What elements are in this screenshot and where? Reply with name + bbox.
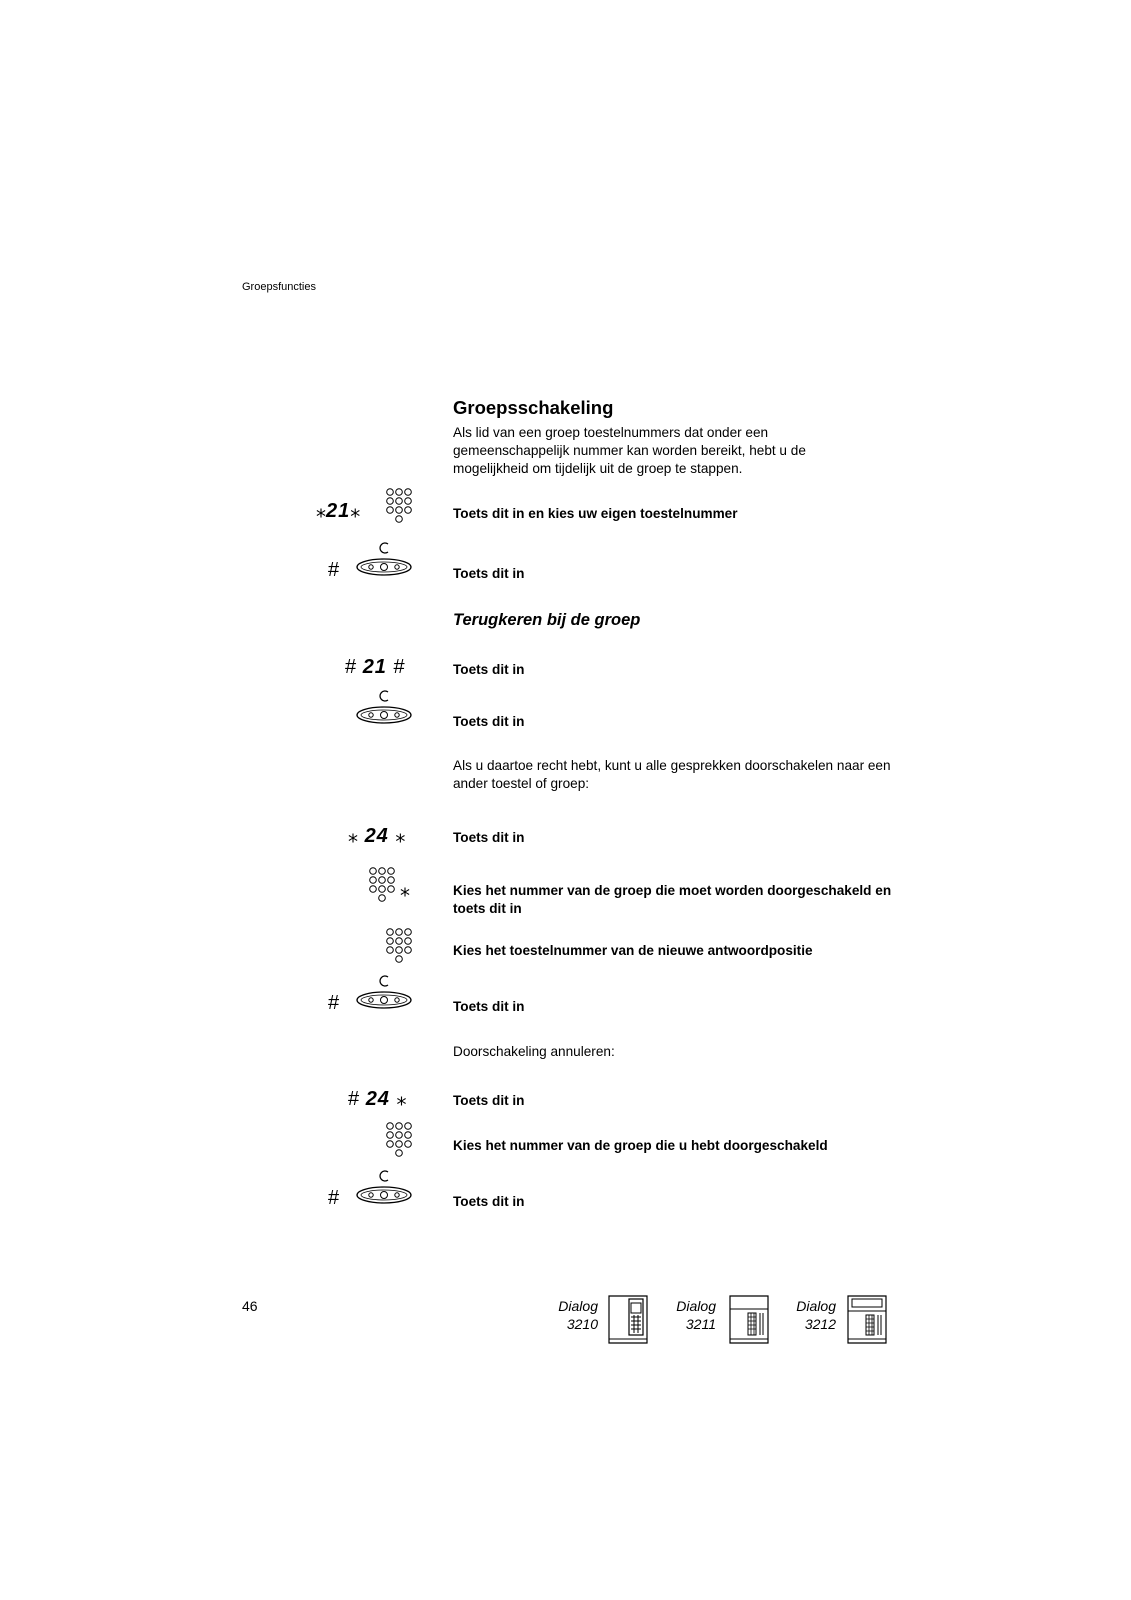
page-number: 46 (242, 1298, 258, 1314)
clear-key-icon (355, 688, 413, 726)
keypad-icon (384, 924, 414, 968)
step-text: Toets dit in (453, 714, 525, 729)
step-text: Toets dit in (453, 1093, 525, 1108)
star-key-icon: ⁎ (350, 500, 361, 522)
dialog-3211-phone-icon (728, 1293, 770, 1345)
step-text: Kies het nummer van de groep die moet worden doorgeschakeld en toets dit in (453, 883, 892, 916)
hash-key-icon: # (348, 1088, 360, 1110)
code-digits: 24 (364, 825, 389, 847)
diversion-paragraph: Als u daartoe recht hebt, kunt u alle gesprekken doorschakelen naar een ander toestel of groep: (453, 758, 891, 791)
keypad-icon (367, 863, 397, 907)
step-text: Kies het nummer van de groep die u hebt doorgeschakeld (453, 1138, 828, 1153)
step-text: Toets dit in (453, 1194, 525, 1209)
model-label-3210: Dialog 3210 (558, 1298, 598, 1332)
hash-key-icon: # (328, 1187, 340, 1209)
code-star-21-star (316, 498, 360, 523)
step-text: Toets dit in (453, 566, 525, 581)
hash-key-icon: # (345, 656, 357, 678)
code-digits: 21 (326, 500, 351, 522)
star-key-icon: ⁎ (316, 500, 326, 522)
code-hash-24-star (348, 1086, 407, 1111)
section-title: Groepsschakeling (453, 397, 614, 418)
step-text: Toets dit in (453, 662, 525, 677)
hash-key-icon: # (328, 992, 340, 1014)
clear-key-icon (355, 540, 413, 578)
step-text: Toets dit in (453, 830, 525, 845)
dialog-3212-phone-icon (846, 1293, 888, 1345)
step-text: Kies het toestelnummer van de nieuwe antwoordpositie (453, 943, 813, 958)
keypad-icon (384, 484, 414, 528)
hash-key-icon: # (328, 559, 340, 581)
hash-key-icon: # (393, 656, 405, 678)
code-star-24-star (348, 823, 405, 848)
star-key-icon: ⁎ (395, 825, 406, 847)
code-digits: 24 (365, 1088, 390, 1110)
clear-key-icon (355, 973, 413, 1011)
step-text: Toets dit in en kies uw eigen toestelnummer (453, 506, 738, 521)
code-hash-21-hash (345, 656, 405, 679)
model-label-3212: Dialog 3212 (796, 1298, 836, 1332)
keypad-icon (384, 1118, 414, 1162)
star-key-icon: ⁎ (348, 825, 358, 847)
star-key-icon: ⁎ (400, 879, 410, 901)
clear-key-icon (355, 1168, 413, 1206)
step-text: Toets dit in (453, 999, 525, 1014)
subsection-title: Terugkeren bij de groep (453, 611, 641, 629)
code-digits: 21 (362, 656, 387, 678)
intro-paragraph: Als lid van een groep toestelnummers dat onder een gemeenschappelijk nummer kan worden bereikt, hebt u de mogelijkheid om tijdelijk uit de groep te stappen. (453, 425, 806, 476)
star-key-icon: ⁎ (396, 1088, 407, 1110)
model-label-3211: Dialog 3211 (676, 1298, 716, 1332)
cancel-paragraph: Doorschakeling annuleren: (453, 1044, 615, 1059)
dialog-3210-phone-icon (607, 1293, 649, 1345)
running-header: Groepsfuncties (242, 281, 316, 293)
